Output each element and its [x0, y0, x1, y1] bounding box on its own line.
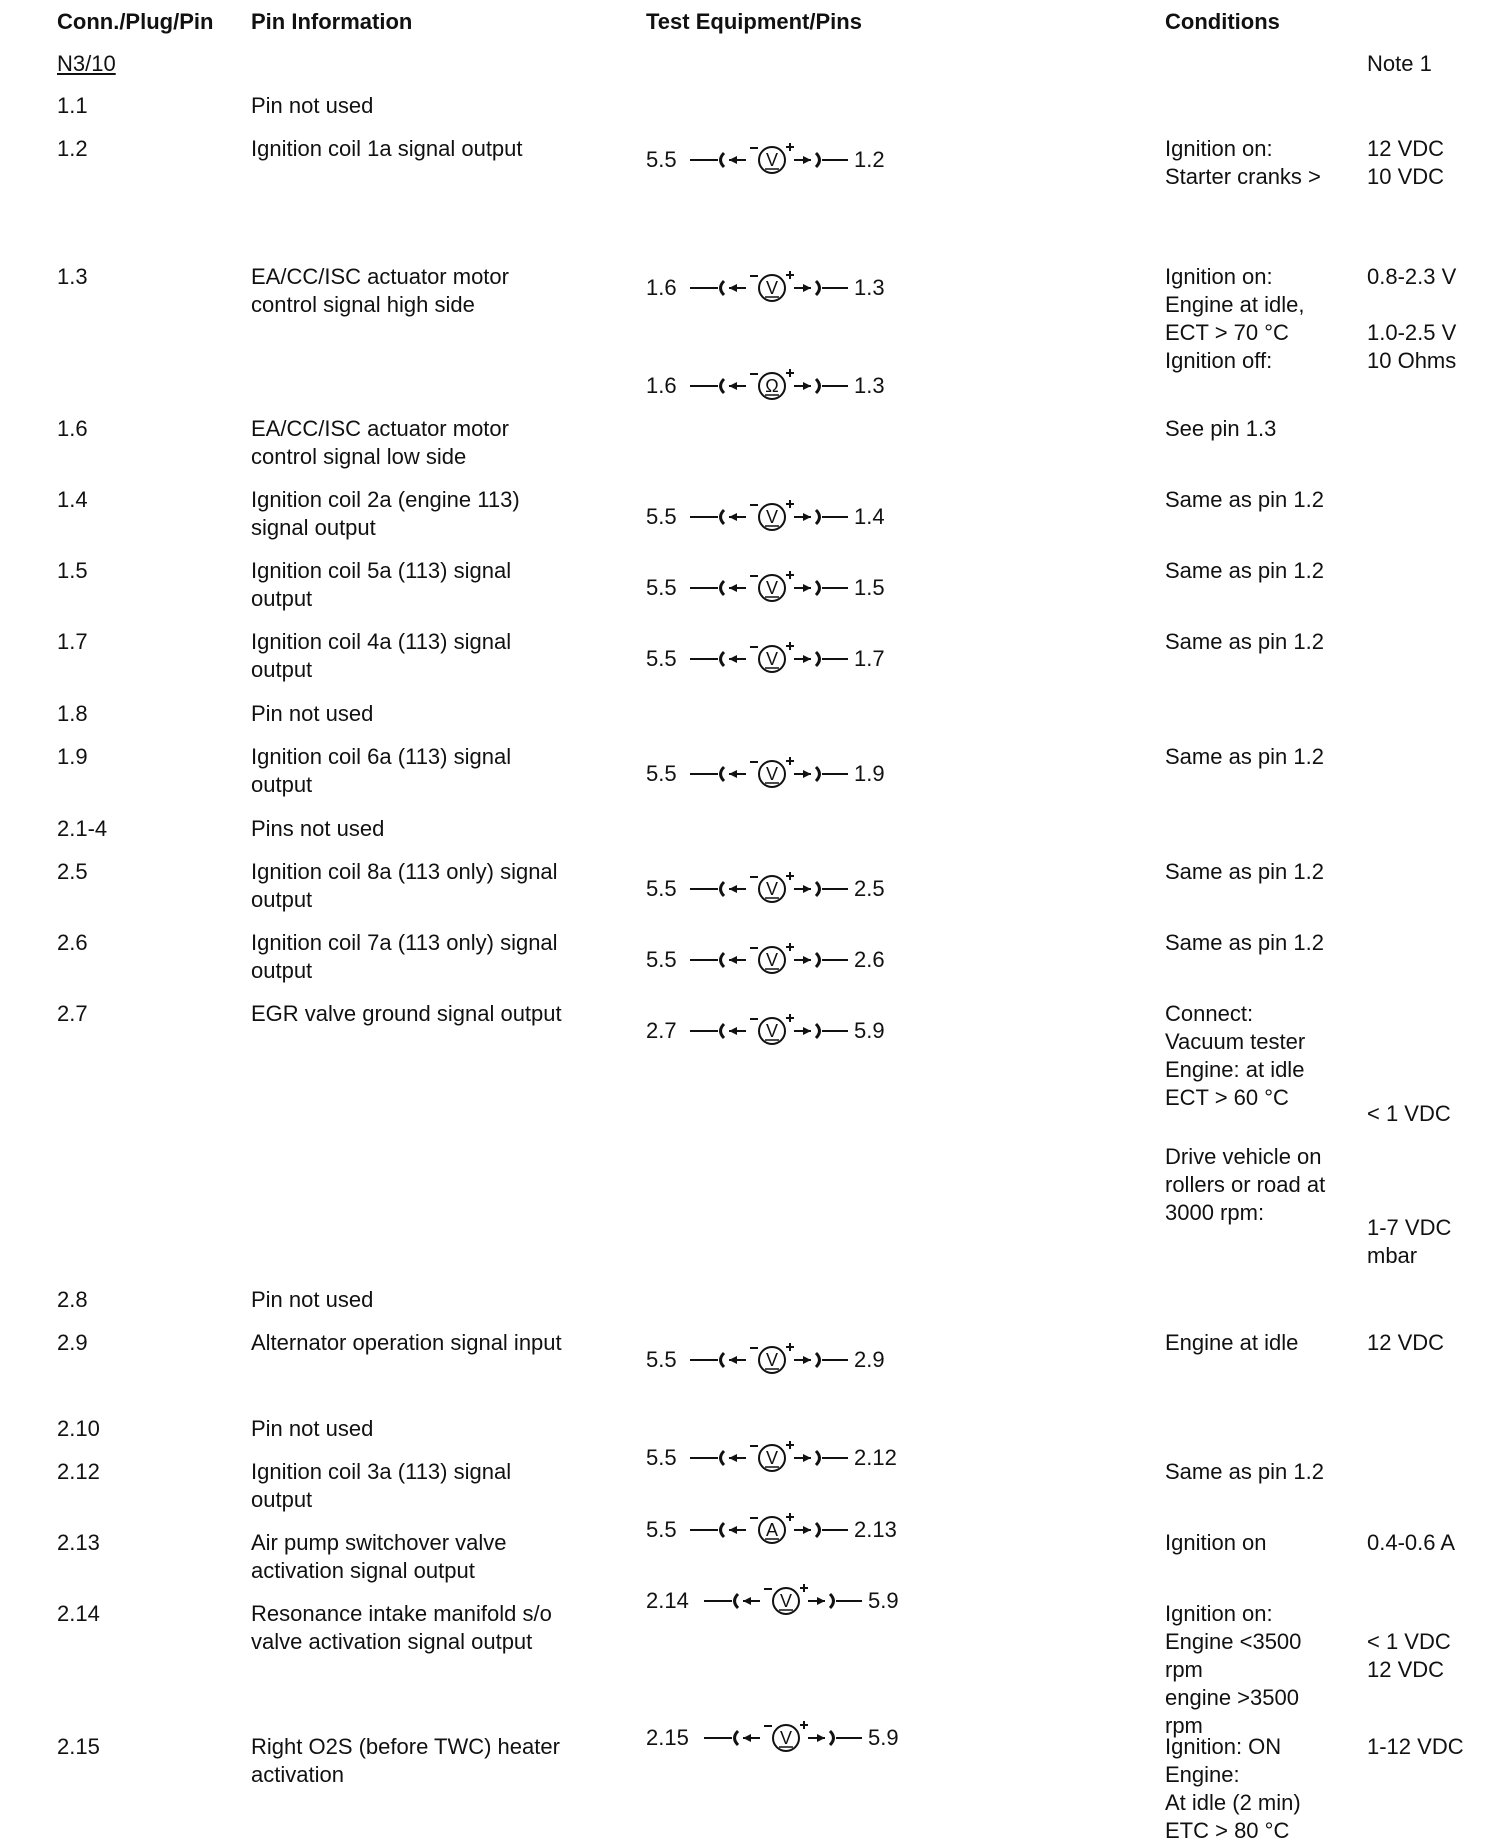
- conditions: [1165, 743, 1324, 771]
- meter-to-pin: 1.9: [854, 761, 885, 786]
- pin-information-line: output: [251, 657, 313, 682]
- condition-values: [1367, 1329, 1444, 1357]
- pin-information: [251, 1415, 373, 1443]
- meter-to-pin: 1.2: [854, 147, 885, 172]
- conditions: [1165, 415, 1276, 443]
- conditions-line: Same as pin 1.2: [1165, 744, 1324, 769]
- pin-information-line: EA/CC/ISC actuator motor: [251, 264, 509, 289]
- conditions-drive-line: rollers or road at: [1165, 1172, 1326, 1197]
- meter-from-pin: 5.5: [646, 147, 677, 172]
- meter-unit-glyph: V: [765, 950, 779, 970]
- conditions: [1165, 1529, 1267, 1557]
- pin-number: 2.14: [57, 1601, 100, 1626]
- condition-values: [1367, 263, 1456, 375]
- meter-unit-glyph: V: [779, 1728, 793, 1748]
- pin-information-line: Right O2S (before TWC) heater: [251, 1734, 560, 1759]
- meter-to-pin: 2.9: [854, 1347, 885, 1372]
- pin-number: 2.5: [57, 859, 88, 884]
- meter-from-pin: 1.6: [646, 275, 677, 300]
- conditions-line: At idle (2 min): [1165, 1790, 1301, 1815]
- conditions-drive: [1165, 1143, 1325, 1227]
- meter-to-pin: 2.12: [854, 1445, 897, 1470]
- conditions-line: Ignition on:: [1165, 136, 1273, 161]
- meter-unit-glyph: Ω: [765, 376, 779, 396]
- conditions-line: Ignition off:: [1165, 348, 1273, 373]
- pin-information-line: Pin not used: [251, 1416, 374, 1441]
- meter-from-pin: 1.6: [646, 373, 677, 398]
- conditions-line: Engine at idle,: [1165, 292, 1305, 317]
- conditions: [1165, 1733, 1301, 1845]
- condition-values-line: < 1 VDC: [1367, 1101, 1451, 1126]
- meter-unit-glyph: A: [765, 1520, 779, 1540]
- conditions-line: Same as pin 1.2: [1165, 487, 1324, 512]
- pin-information-line: output: [251, 887, 313, 912]
- conditions: [1165, 135, 1321, 191]
- meter-to-pin: 1.3: [854, 373, 885, 398]
- meter-from-pin: 5.5: [646, 947, 677, 972]
- pin-information-line: control signal low side: [251, 444, 467, 469]
- conditions-line: Engine: at idle: [1165, 1057, 1305, 1082]
- condition-values-line: 0.4-0.6 A: [1367, 1530, 1456, 1555]
- pin-number: 2.15: [57, 1734, 100, 1759]
- pin-number: 1.9: [57, 744, 88, 769]
- meter-unit-glyph: V: [765, 649, 779, 669]
- meter-unit-glyph: V: [765, 1350, 779, 1370]
- meter-to-pin: 5.9: [868, 1588, 899, 1613]
- meter-unit-glyph: V: [765, 150, 779, 170]
- condition-values-drive-line: 1-7 VDC: [1367, 1215, 1452, 1240]
- conditions-line: Engine:: [1165, 1762, 1240, 1787]
- meter-unit-glyph: V: [779, 1591, 793, 1611]
- meter-to-pin: 1.3: [854, 275, 885, 300]
- conditions-line: Ignition on: [1165, 1530, 1267, 1555]
- conditions-line: Ignition on:: [1165, 264, 1273, 289]
- condition-values-line: 0.8-2.3 V: [1367, 264, 1457, 289]
- conditions-line: Same as pin 1.2: [1165, 558, 1324, 583]
- conditions-line: Vacuum tester: [1165, 1029, 1306, 1054]
- pin-information-line: activation signal output: [251, 1558, 475, 1583]
- meter-unit-glyph: V: [765, 764, 779, 784]
- conditions-line: See pin 1.3: [1165, 416, 1277, 441]
- pin-information: [251, 858, 558, 914]
- pin-information: [251, 1600, 552, 1656]
- header-pin-information: Pin Information: [251, 9, 413, 34]
- meter-to-pin: 1.4: [854, 504, 885, 529]
- pin-number: 1.8: [57, 701, 88, 726]
- pin-information-line: Ignition coil 6a (113) signal: [251, 744, 512, 769]
- meter-unit-glyph: V: [765, 507, 779, 527]
- conditions: [1165, 486, 1324, 514]
- pin-information: [251, 743, 511, 799]
- pin-number: 1.5: [57, 558, 88, 583]
- pin-information-line: control signal high side: [251, 292, 475, 317]
- meter-unit-glyph: V: [765, 278, 779, 298]
- pin-information-line: activation: [251, 1762, 344, 1787]
- pin-information-line: EA/CC/ISC actuator motor: [251, 416, 509, 441]
- condition-values: [1367, 1600, 1451, 1684]
- pin-information-line: Ignition coil 2a (engine 113): [251, 487, 520, 512]
- pin-information-line: Pin not used: [251, 93, 374, 118]
- meter-unit-glyph: V: [765, 879, 779, 899]
- pin-information-line: Pin not used: [251, 701, 374, 726]
- conditions-line: rpm: [1165, 1657, 1203, 1682]
- conditions-line: Same as pin 1.2: [1165, 859, 1324, 884]
- meter-to-pin: 5.9: [854, 1018, 885, 1043]
- pin-information-line: Resonance intake manifold s/o: [251, 1601, 552, 1626]
- pin-information-line: Ignition coil 7a (113 only) signal: [251, 930, 558, 955]
- pin-information-line: Ignition coil 3a (113) signal: [251, 1459, 512, 1484]
- meter-from-pin: 5.5: [646, 1347, 677, 1372]
- pin-information-line: Air pump switchover valve: [251, 1530, 507, 1555]
- pin-information-line: Ignition coil 8a (113 only) signal: [251, 859, 558, 884]
- pin-number: 1.1: [57, 93, 88, 118]
- condition-values-line: < 1 VDC: [1367, 1629, 1451, 1654]
- conditions-drive-line: Drive vehicle on: [1165, 1144, 1322, 1169]
- pin-number: 1.2: [57, 136, 88, 161]
- conditions-line: Same as pin 1.2: [1165, 930, 1324, 955]
- meter-unit-glyph: V: [765, 578, 779, 598]
- condition-values-line: [1367, 291, 1456, 319]
- pin-information: [251, 92, 373, 120]
- pin-information-line: output: [251, 958, 313, 983]
- pin-information: [251, 1458, 511, 1514]
- pin-information-line: Pin not used: [251, 1287, 374, 1312]
- pin-information: [251, 486, 520, 542]
- pin-number: 2.10: [57, 1416, 100, 1441]
- conditions-line: ECT > 70 °C: [1165, 320, 1289, 345]
- conditions: [1165, 557, 1324, 585]
- meter-to-pin: 2.13: [854, 1517, 897, 1542]
- meter-to-pin: 1.5: [854, 575, 885, 600]
- pin-information: [251, 1286, 373, 1314]
- pin-information: [251, 1329, 562, 1357]
- conditions-line: Same as pin 1.2: [1165, 1459, 1324, 1484]
- pin-information-line: signal output: [251, 515, 376, 540]
- pin-information: [251, 815, 384, 843]
- meter-from-pin: 5.5: [646, 876, 677, 901]
- conditions-line: Ignition on:: [1165, 1601, 1273, 1626]
- conditions: [1165, 263, 1304, 375]
- condition-values-line: 1.0-2.5 V: [1367, 320, 1457, 345]
- conditions-line: engine >3500: [1165, 1685, 1299, 1710]
- conditions: [1165, 1329, 1298, 1357]
- pin-number: 2.6: [57, 930, 88, 955]
- pin-number: 1.7: [57, 629, 88, 654]
- pin-number: 2.9: [57, 1330, 88, 1355]
- pin-number: 1.4: [57, 487, 88, 512]
- meter-from-pin: 5.5: [646, 504, 677, 529]
- pin-information: [251, 415, 509, 471]
- pin-information-line: Ignition coil 5a (113) signal: [251, 558, 512, 583]
- pin-number: 2.13: [57, 1530, 100, 1555]
- conditions-drive-line: 3000 rpm:: [1165, 1200, 1265, 1225]
- conditions-line: Same as pin 1.2: [1165, 629, 1324, 654]
- condition-values-line: [1367, 1600, 1451, 1628]
- conditions-line: ETC > 80 °C: [1165, 1818, 1290, 1843]
- condition-values-line: 10 Ohms: [1367, 348, 1457, 373]
- conditions-line: Connect:: [1165, 1001, 1254, 1026]
- conditions: [1165, 929, 1324, 957]
- pin-information-line: output: [251, 1487, 313, 1512]
- pin-number: 1.6: [57, 416, 88, 441]
- condition-values-line: 1-12 VDC: [1367, 1734, 1464, 1759]
- pin-information-line: output: [251, 772, 313, 797]
- pin-information: [251, 557, 511, 613]
- note-label: Note 1: [1367, 51, 1432, 76]
- condition-values-line: 12 VDC: [1367, 1330, 1445, 1355]
- pin-information: [251, 135, 523, 163]
- meter-from-pin: 5.5: [646, 761, 677, 786]
- pin-information: [251, 700, 373, 728]
- conditions-line: Engine at idle: [1165, 1330, 1299, 1355]
- condition-values: [1367, 1100, 1451, 1128]
- pin-information: [251, 1000, 562, 1028]
- condition-values-drive: [1367, 1214, 1451, 1270]
- conditions-line: Engine <3500: [1165, 1629, 1302, 1654]
- pin-number: 1.3: [57, 264, 88, 289]
- meter-to-pin: 1.7: [854, 646, 885, 671]
- pin-information-line: EGR valve ground signal output: [251, 1001, 562, 1026]
- conditions-line: Ignition: ON: [1165, 1734, 1282, 1759]
- conditions: [1165, 628, 1324, 656]
- pin-number: 2.12: [57, 1459, 100, 1484]
- meter-from-pin: 2.14: [646, 1588, 689, 1613]
- pin-number: 2.1-4: [57, 816, 108, 841]
- meter-to-pin: 5.9: [868, 1725, 899, 1750]
- meter-from-pin: 5.5: [646, 575, 677, 600]
- pin-information: [251, 263, 509, 319]
- meter-from-pin: 5.5: [646, 646, 677, 671]
- condition-values: [1367, 1529, 1455, 1557]
- condition-values: [1367, 135, 1444, 191]
- meter-unit-glyph: V: [765, 1021, 779, 1041]
- pin-information-line: valve activation signal output: [251, 1629, 533, 1654]
- pin-information-line: Alternator operation signal input: [251, 1330, 562, 1355]
- conditions-line: Starter cranks >: [1165, 164, 1321, 189]
- conditions-line: rpm: [1165, 1713, 1203, 1738]
- header-conn: Conn./Plug/Pin: [57, 9, 214, 34]
- pin-information: [251, 1733, 560, 1789]
- pin-information: [251, 929, 558, 985]
- condition-values-line: 10 VDC: [1367, 164, 1445, 189]
- pin-information-line: output: [251, 586, 313, 611]
- header-conditions: Conditions: [1165, 9, 1280, 34]
- meter-from-pin: 5.5: [646, 1445, 677, 1470]
- conditions: [1165, 1600, 1301, 1740]
- pin-information: [251, 1529, 507, 1585]
- pin-information-line: Ignition coil 1a signal output: [251, 136, 523, 161]
- conditions: [1165, 1458, 1324, 1486]
- condition-values-drive-line: mbar: [1367, 1243, 1418, 1268]
- pin-information: [251, 628, 511, 684]
- pin-information-line: Pins not used: [251, 816, 385, 841]
- condition-values-line: 12 VDC: [1367, 136, 1445, 161]
- meter-to-pin: 2.6: [854, 947, 885, 972]
- meter-unit-glyph: V: [765, 1448, 779, 1468]
- section-label: N3/10: [57, 51, 116, 76]
- header-test-equipment: Test Equipment/Pins: [646, 9, 862, 34]
- meter-from-pin: 2.15: [646, 1725, 689, 1750]
- pin-number: 2.7: [57, 1001, 88, 1026]
- conditions-line: ECT > 60 °C: [1165, 1085, 1289, 1110]
- conditions: [1165, 1000, 1305, 1112]
- meter-from-pin: 5.5: [646, 1517, 677, 1542]
- condition-values-line: 12 VDC: [1367, 1657, 1445, 1682]
- meter-to-pin: 2.5: [854, 876, 885, 901]
- conditions: [1165, 858, 1324, 886]
- pin-number: 2.8: [57, 1287, 88, 1312]
- meter-from-pin: 2.7: [646, 1018, 677, 1043]
- condition-values: [1367, 1733, 1464, 1761]
- pin-information-line: Ignition coil 4a (113) signal: [251, 629, 512, 654]
